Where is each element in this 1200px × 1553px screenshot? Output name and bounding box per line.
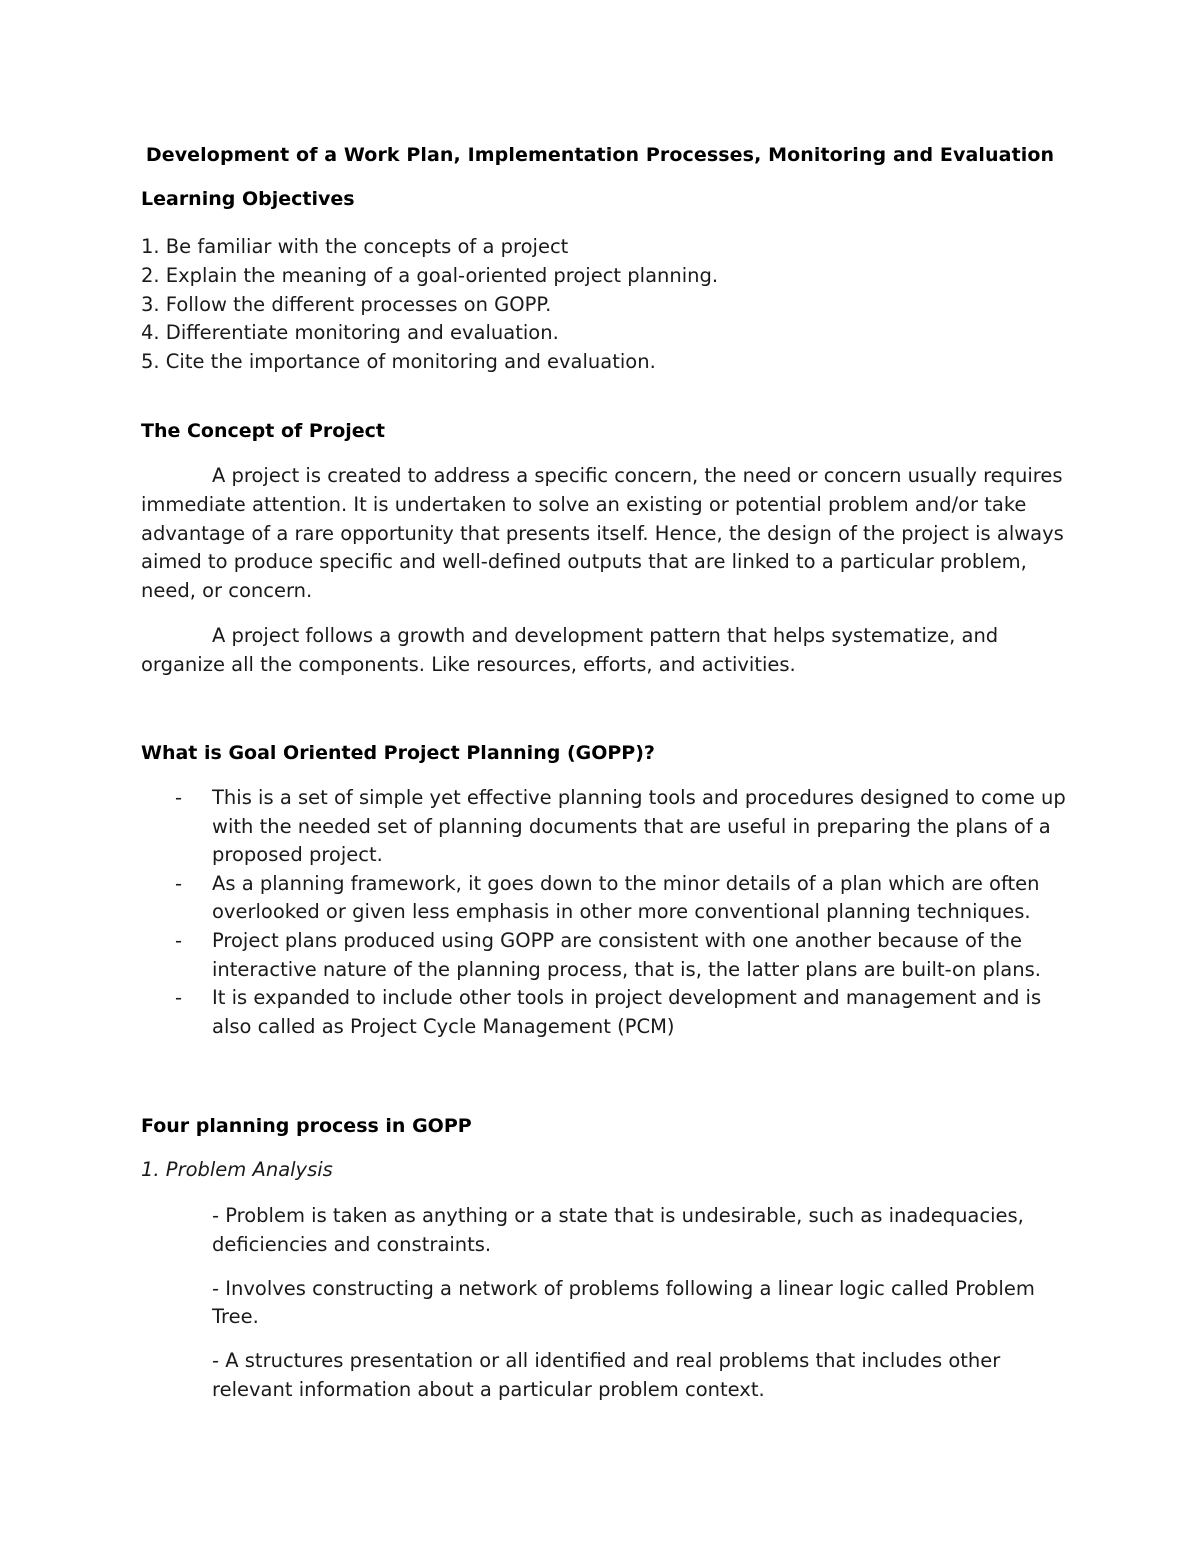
bullet-dash: - [175, 928, 183, 952]
bullet-text: As a planning framework, it goes down to the minor details of a plan which are often overlooked or given less emphasis in other more conventional planning techniques. [212, 871, 1040, 924]
gopp-heading: What is Goal Oriented Project Planning (GOPP)? [141, 742, 655, 764]
bullet-text: Project plans produced using GOPP are consistent with one another because of the interactive nature of the planning process, that is, the latter plans are built-on plans. [212, 928, 1041, 981]
objective-item: 3. Follow the different processes on GOPP. [141, 292, 552, 316]
concept-paragraph: A project follows a growth and development pattern that helps systematize, and organize all the components. Like resources, efforts, and activities. [141, 624, 999, 676]
objective-item: 5. Cite the importance of monitoring and evaluation. [141, 350, 656, 374]
bullet-text: It is expanded to include other tools in project development and management and is also called as Project Cycle Management (PCM) [212, 986, 1042, 1038]
learning-objectives-list [141, 233, 718, 377]
bullet-dash: - [175, 786, 183, 809]
bullet-text: This is a set of simple yet effective planning tools and procedures designed to come up with the needed set of planning documents that are useful in preparing the plans of a proposed project. [212, 786, 1066, 867]
problem-analysis-item: - Involves constructing a network of problems following a linear logic called Problem Tree. [212, 1276, 1035, 1329]
problem-analysis-item: - Problem is taken as anything or a state that is undesirable, such as inadequacies, deficiencies and constraints. [212, 1204, 1024, 1256]
gopp-bullet-list [141, 784, 1066, 1041]
concept-heading: The Concept of Project [141, 420, 385, 442]
gopp-bullet-item [141, 927, 1066, 984]
objective-item: 2. Explain the meaning of a goal-oriented project planning. [141, 263, 719, 287]
four-process-heading: Four planning process in GOPP [141, 1115, 472, 1137]
objective-item: 4. Differentiate monitoring and evaluation. [141, 321, 559, 345]
problem-analysis-subheading: 1. Problem Analysis [141, 1158, 333, 1181]
bullet-dash: - [175, 986, 183, 1010]
gopp-bullet-item [141, 984, 1066, 1041]
gopp-bullet-item [141, 784, 1066, 870]
concept-paragraph: A project is created to address a specific concern, the need or concern usually requires immediate attention. It is undertaken to solve an existing or potential problem and/or take advantage of a rare opportunity that presents itself. Hence, the design of the project is always aimed to produce specific and well-defined outputs that are linked to a particular problem, need, or concern. [141, 464, 1064, 603]
document-title: Development of a Work Plan, Implementation Processes, Monitoring and Evaluation [145, 144, 1055, 166]
problem-analysis-item: - A structures presentation or all identified and real problems that includes other relevant information about a particular problem context. [212, 1349, 1001, 1401]
bullet-dash: - [175, 871, 183, 895]
objective-item: 1. Be familiar with the concepts of a project [141, 235, 569, 258]
problem-analysis-list [212, 1202, 1072, 1420]
learning-objectives-heading: Learning Objectives [141, 188, 355, 210]
gopp-bullet-item [141, 870, 1066, 927]
